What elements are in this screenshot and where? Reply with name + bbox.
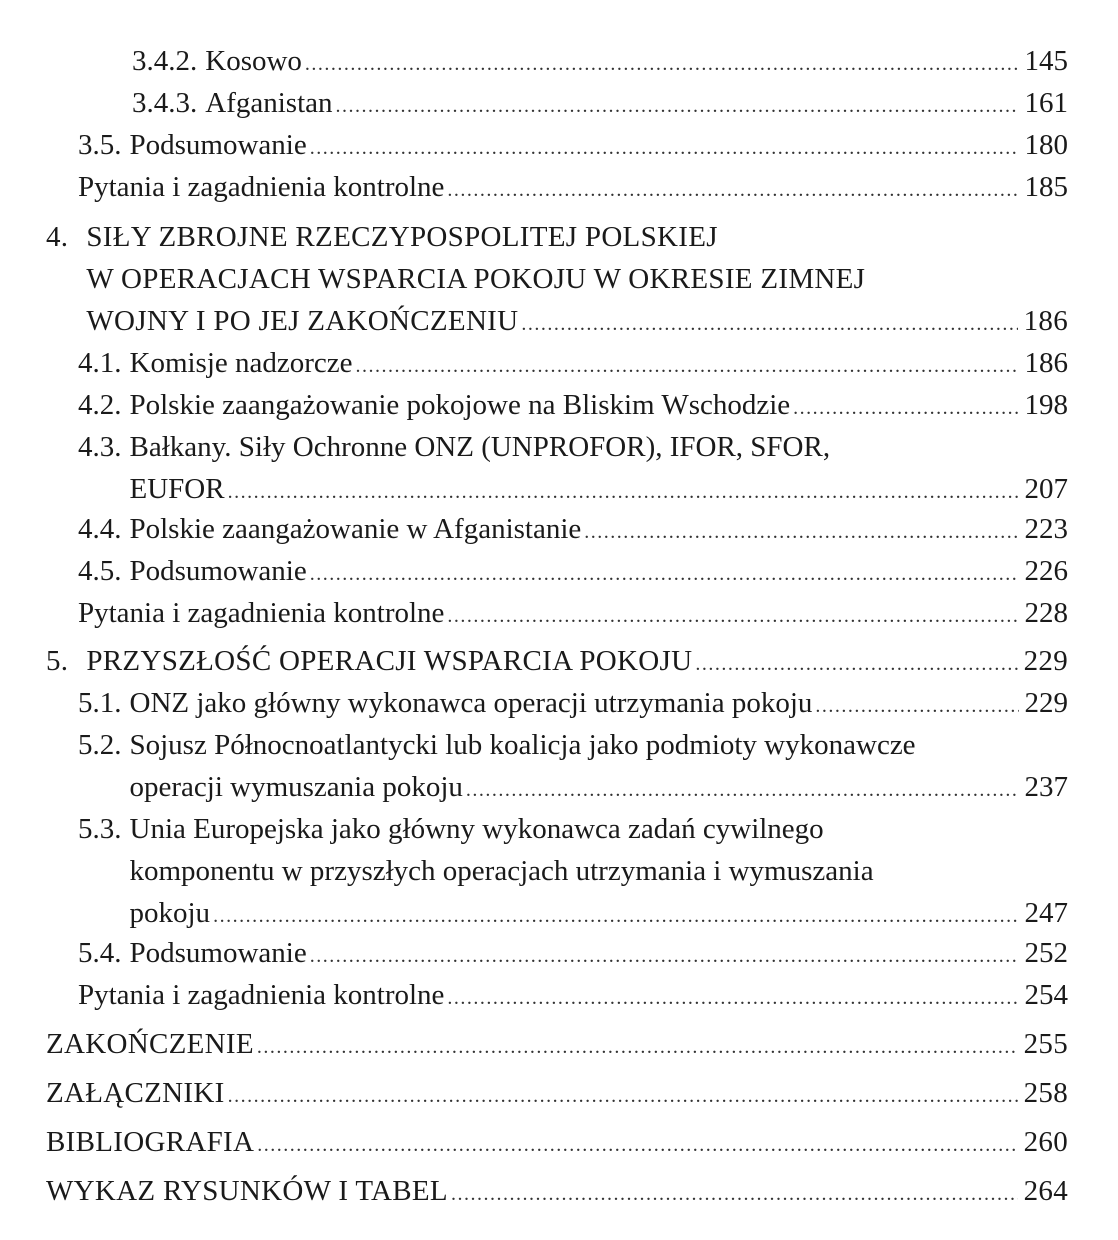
dot-leader [228,471,1019,513]
page-number: 198 [1024,389,1068,421]
entry-title: Pytania i zagadnienia kontrolne [78,597,445,629]
entry-title: Pytania i zagadnienia kontrolne [78,979,445,1011]
dot-leader [447,977,1018,1019]
page-number: 264 [1023,1175,1068,1207]
entry-number: 4. [46,221,69,253]
dot-leader [451,1173,1018,1215]
page-number: 247 [1024,897,1068,929]
dot-leader [521,303,1017,345]
page-number: 186 [1023,305,1068,337]
dot-leader [305,43,1019,85]
page-number: 255 [1023,1028,1068,1060]
dot-leader [336,85,1019,127]
entry-title: Kosowo [205,45,302,77]
entry-number: 4.4. [78,513,122,545]
dot-leader [584,511,1018,553]
entry-title: ZAŁĄCZNIKI [46,1077,225,1109]
entry-number: 3.5. [78,129,122,161]
entry-title: Afganistan [205,87,333,119]
entry-number: 5.1. [78,687,122,719]
entry-title-line: operacji wymuszania pokoju [129,771,463,803]
dot-leader [310,553,1019,595]
toc-entry-4-1[interactable] [78,342,1068,387]
toc-entry-5-2[interactable] [78,724,1068,811]
entry-number: 3.4.3. [132,87,198,119]
entry-number: 4.3. [78,431,122,463]
toc-entry-4-2[interactable] [78,384,1068,429]
toc-entry-4-3[interactable] [78,426,1068,513]
dot-leader [793,387,1018,429]
page-number: 145 [1024,45,1068,77]
dot-leader [695,643,1017,685]
dot-leader [310,935,1019,977]
entry-number: 5.4. [78,937,122,969]
dot-leader [310,127,1019,169]
toc-entry-questions-3[interactable] [78,166,1068,211]
page-number: 258 [1023,1077,1068,1109]
toc-chapter-5[interactable] [46,640,1068,685]
entry-title: BIBLIOGRAFIA [46,1126,255,1158]
dot-leader [815,685,1018,727]
page-number: 260 [1023,1126,1068,1158]
entry-title: PRZYSZŁOŚĆ OPERACJI WSPARCIA POKOJU [86,645,693,677]
entry-title-line: Bałkany. Siły Ochronne ONZ (UNPROFOR), IFOR, SFOR, [129,431,831,463]
dot-leader [356,345,1019,387]
entry-title: ONZ jako główny wykonawca operacji utrzymania pokoju [129,687,813,719]
toc-entry-questions-4[interactable] [78,592,1068,637]
page-number: 226 [1024,555,1068,587]
dot-leader [228,1075,1018,1117]
dot-leader [257,1026,1018,1068]
toc-entry-3-4-3[interactable] [132,82,1068,127]
entry-number: 5.3. [78,813,122,845]
dot-leader [466,769,1019,811]
entry-title: Pytania i zagadnienia kontrolne [78,171,445,203]
entry-title-line: SIŁY ZBROJNE RZECZYPOSPOLITEJ POLSKIEJ [86,221,718,253]
entry-title: Podsumowanie [129,129,307,161]
page-number: 207 [1024,473,1068,505]
entry-number: 4.2. [78,389,122,421]
toc-entry-3-4-2[interactable] [132,40,1068,85]
entry-title-line: Sojusz Północnoatlantycki lub koalicja jako podmioty wykonawcze [129,729,916,761]
toc-zakonczenie[interactable] [46,1023,1068,1068]
page-number: 229 [1023,645,1068,677]
page-number: 252 [1024,937,1068,969]
page-number: 186 [1024,347,1068,379]
page-number: 254 [1024,979,1068,1011]
entry-title-line: pokoju [129,897,211,929]
dot-leader [447,169,1018,211]
entry-number: 4.5. [78,555,122,587]
entry-number: 3.4.2. [132,45,198,77]
entry-number: 5.2. [78,729,122,761]
entry-number: 5. [46,645,69,677]
toc-entry-4-4[interactable] [78,508,1068,553]
entry-title-line: EUFOR [129,473,225,505]
entry-title: ZAKOŃCZENIE [46,1028,254,1060]
dot-leader [257,1124,1017,1166]
entry-number: 4.1. [78,347,122,379]
entry-title: Podsumowanie [129,555,307,587]
entry-title-line: Unia Europejska jako główny wykonawca zadań cywilnego [129,813,824,845]
toc-entry-5-1[interactable] [78,682,1068,727]
page-number: 161 [1024,87,1068,119]
dot-leader [447,595,1018,637]
entry-title-line: W OPERACJACH WSPARCIA POKOJU W OKRESIE ZIMNEJ [86,263,866,295]
page-number: 223 [1024,513,1068,545]
toc-entry-4-5[interactable] [78,550,1068,595]
toc-bibliografia[interactable] [46,1121,1068,1166]
toc-entry-3-5[interactable] [78,124,1068,169]
entry-title-line: WOJNY I PO JEJ ZAKOŃCZENIU [86,305,519,337]
page-number: 228 [1024,597,1068,629]
toc-zalaczniki[interactable] [46,1072,1068,1117]
page-number: 185 [1024,171,1068,203]
entry-title-line: komponentu w przyszłych operacjach utrzymania i wymuszania [129,855,874,887]
toc-entry-5-3[interactable] [78,808,1068,937]
entry-title: Polskie zaangażowanie pokojowe na Bliskim Wschodzie [129,389,791,421]
toc-entry-questions-5[interactable] [78,974,1068,1019]
entry-title: Komisje nadzorcze [129,347,353,379]
dot-leader [213,895,1018,937]
toc-chapter-4[interactable] [46,216,1068,345]
entry-title: Podsumowanie [129,937,307,969]
entry-title: WYKAZ RYSUNKÓW I TABEL [46,1175,448,1207]
toc-entry-5-4[interactable] [78,932,1068,977]
page-number: 229 [1024,687,1068,719]
page-number: 180 [1024,129,1068,161]
page-number: 237 [1024,771,1068,803]
toc-wykaz-rysunkow[interactable] [46,1170,1068,1215]
entry-title: Polskie zaangażowanie w Afganistanie [129,513,582,545]
